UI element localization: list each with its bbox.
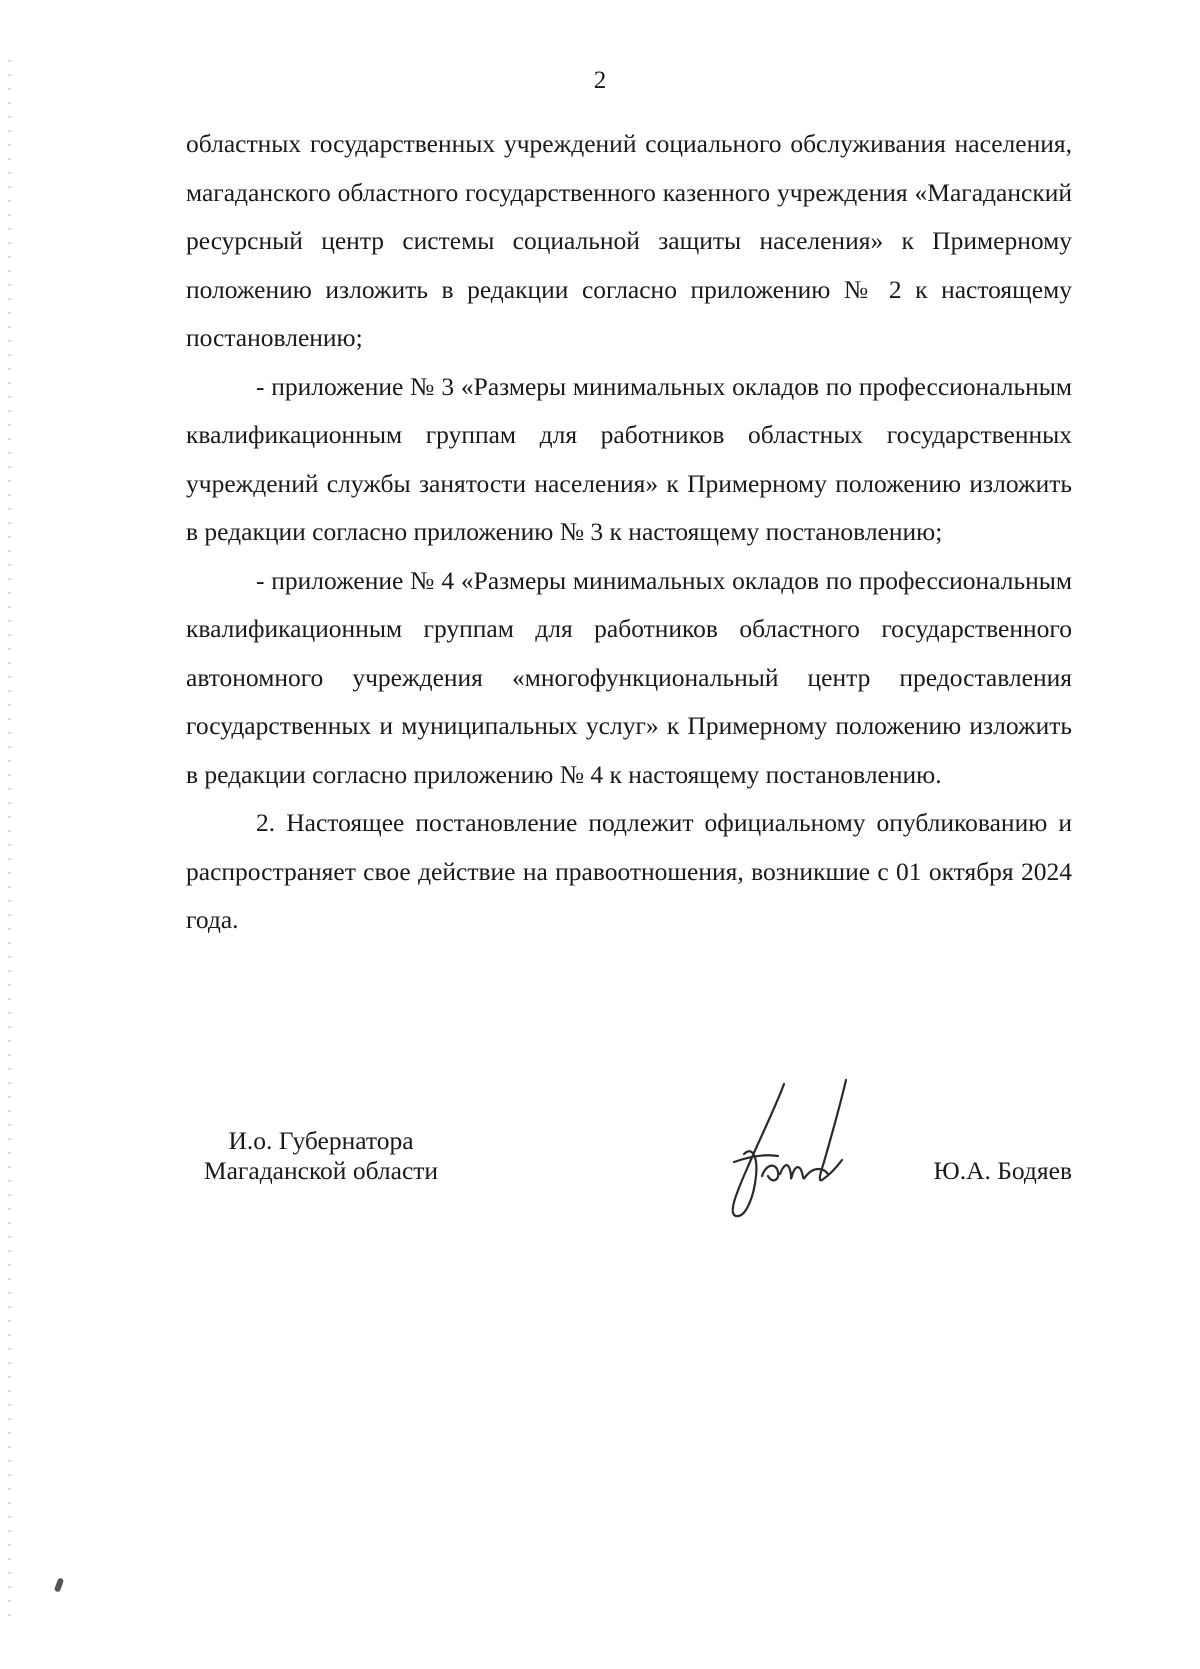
paragraph-appendix-4: - приложение № 4 «Размеры минимальных окладов по профессиональным квалификационным группам для работников областного государственного автономного учреждения «многофункциональный центр предоставления государственных и муниципальных услуг» к Примерному положению изложить в редакции согласно приложению № 4 к настоящему постановлению. — [186, 565, 1072, 789]
paragraph-continuation: областных государственных учреждений социального обслуживания населения, магаданского областного государственного казенного учреждения «Магаданский ресурсный центр системы социальной защиты населения» к Примерному положению изложить в редакции согласно приложению № 2 к настоящему постановлению; — [186, 129, 1072, 352]
signature-block — [186, 1126, 1072, 1256]
scan-margin-artifact — [8, 60, 11, 1620]
signer-title-line-2: Магаданской области — [203, 1156, 439, 1185]
signer-name: Ю.А. Бодяев — [933, 1156, 1072, 1185]
paragraph-effective-date: 2. Настоящее постановление подлежит официальному опубликованию и распространяет свое действие на правоотношения, возникшие с 01 октября 2024 года. — [186, 808, 1072, 934]
handwritten-signature — [706, 1076, 866, 1226]
signer-title-line-1: И.о. Губернатора — [228, 1126, 414, 1155]
page-number: 2 — [593, 67, 607, 94]
signer-title — [186, 1126, 456, 1186]
paragraph-appendix-3: - приложение № 3 «Размеры минимальных окладов по профессиональным квалификационным группам для работников областных государственных учреждений службы занятости населения» к Примерному положению изложить в редакции согласно приложению № 3 к настоящему постановлению; — [186, 371, 1072, 546]
document-body — [186, 120, 1072, 945]
scan-speck — [54, 1577, 64, 1592]
